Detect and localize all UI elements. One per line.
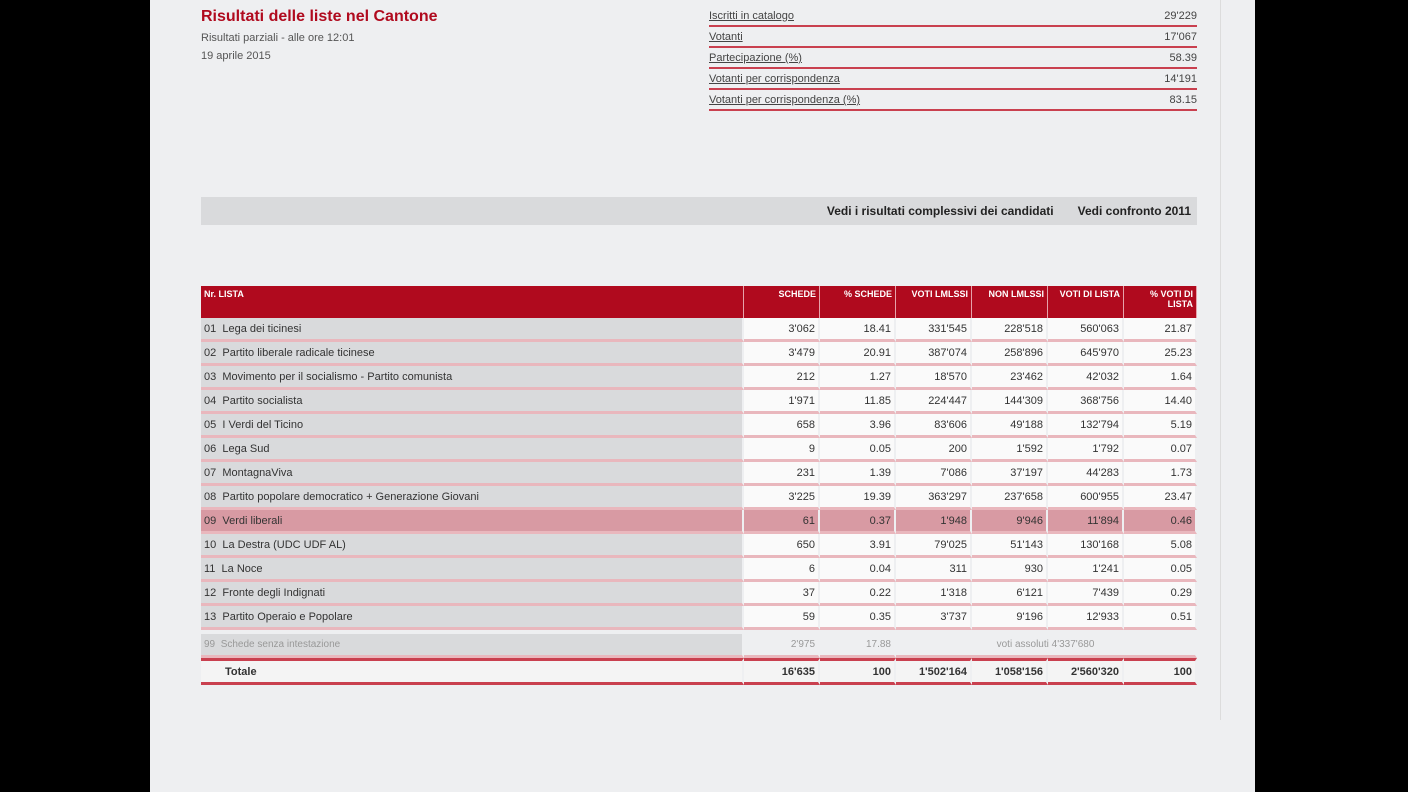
cell-schede: 59 — [744, 606, 820, 630]
cell-voti: 83'606 — [896, 414, 972, 438]
table-row[interactable] — [201, 342, 1197, 366]
cell-pct-schede: 0.04 — [820, 558, 896, 582]
cell-voti-lista: 600'955 — [1048, 486, 1124, 510]
cell-pct-voti: 0.51 — [1124, 606, 1197, 630]
table-row[interactable] — [201, 438, 1197, 462]
cell-voti-lista: 7'439 — [1048, 582, 1124, 606]
header-schede: SCHEDE — [744, 286, 820, 318]
header-non: NON LMLSSI — [972, 286, 1048, 318]
table-row[interactable] — [201, 390, 1197, 414]
cell-voti: 363'297 — [896, 486, 972, 510]
stat-row — [709, 71, 1197, 90]
total-schede: 16'635 — [744, 658, 820, 685]
stat-row — [709, 50, 1197, 69]
cell-voti: 7'086 — [896, 462, 972, 486]
page-title: Risultati delle liste nel Cantone — [201, 8, 438, 25]
list-name: 08 Partito popolare democratico + Generazione Giovani — [201, 486, 744, 510]
cell-schede: 1'971 — [744, 390, 820, 414]
page-date: 19 aprile 2015 — [201, 50, 271, 62]
cell-pct-voti: 1.73 — [1124, 462, 1197, 486]
cell-schede: 231 — [744, 462, 820, 486]
list-name: 09 Verdi liberali — [201, 510, 744, 534]
cell-pct-voti: 0.07 — [1124, 438, 1197, 462]
cell-pct-voti: 0.46 — [1124, 510, 1197, 534]
cell-pct-voti: 0.05 — [1124, 558, 1197, 582]
results-page — [150, 0, 1255, 792]
cell-pct-voti: 5.19 — [1124, 414, 1197, 438]
header-voti: VOTI LMLSSI — [896, 286, 972, 318]
cell-schede: 212 — [744, 366, 820, 390]
cell-voti: 79'025 — [896, 534, 972, 558]
cell-voti: 311 — [896, 558, 972, 582]
cell-non: 49'188 — [972, 414, 1048, 438]
cell-voti: 224'447 — [896, 390, 972, 414]
cell-voti-lista: 368'756 — [1048, 390, 1124, 414]
header-pct-voti: % VOTI DI LISTA — [1124, 286, 1197, 318]
list-name: 03 Movimento per il socialismo - Partito comunista — [201, 366, 744, 390]
table-row[interactable] — [201, 414, 1197, 438]
cell-schede: 6 — [744, 558, 820, 582]
cell-pct-schede: 0.22 — [820, 582, 896, 606]
total-voti: 1'502'164 — [896, 658, 972, 685]
cell-schede: 658 — [744, 414, 820, 438]
cell-pct-schede: 19.39 — [820, 486, 896, 510]
cell-non: 1'592 — [972, 438, 1048, 462]
cell-non: 228'518 — [972, 318, 1048, 342]
cell-pct-schede: 0.37 — [820, 510, 896, 534]
stat-label[interactable]: Partecipazione (%) — [709, 52, 802, 64]
list-name: 05 I Verdi del Ticino — [201, 414, 744, 438]
cell-pct-schede: 0.35 — [820, 606, 896, 630]
total-non: 1'058'156 — [972, 658, 1048, 685]
cell-pct-voti: 25.23 — [1124, 342, 1197, 366]
cell-voti-lista: 1'241 — [1048, 558, 1124, 582]
table-row-schede-senza-intestazione — [201, 634, 1197, 658]
list-name: 99 Schede senza intestazione — [201, 634, 744, 658]
table-row[interactable] — [201, 606, 1197, 630]
cell-voti-lista: 132'794 — [1048, 414, 1124, 438]
stat-label[interactable]: Votanti — [709, 31, 743, 43]
cell-voti-lista: 12'933 — [1048, 606, 1124, 630]
total-label: Totale — [201, 658, 744, 685]
cell-pct-schede: 18.41 — [820, 318, 896, 342]
list-name: 01 Lega dei ticinesi — [201, 318, 744, 342]
cell-pct-schede: 3.96 — [820, 414, 896, 438]
stat-label[interactable]: Iscritti in catalogo — [709, 10, 794, 22]
list-name: 13 Partito Operaio e Popolare — [201, 606, 744, 630]
cell-voti: 18'570 — [896, 366, 972, 390]
cell-schede: 3'479 — [744, 342, 820, 366]
cell-voti: 200 — [896, 438, 972, 462]
cell-pct-voti: 5.08 — [1124, 534, 1197, 558]
cell-pct-voti: 23.47 — [1124, 486, 1197, 510]
table-row[interactable] — [201, 582, 1197, 606]
cell-pct-schede: 1.39 — [820, 462, 896, 486]
cell-schede: 3'225 — [744, 486, 820, 510]
cell-schede: 9 — [744, 438, 820, 462]
table-header — [201, 286, 1197, 318]
cell-schede: 2'975 — [744, 634, 820, 658]
stat-value: 14'191 — [1164, 73, 1197, 85]
candidates-results-link[interactable]: Vedi i risultati complessivi dei candidati — [826, 204, 1054, 218]
cell-voti-lista: 1'792 — [1048, 438, 1124, 462]
stat-row — [709, 8, 1197, 27]
cell-schede: 3'062 — [744, 318, 820, 342]
total-pct-voti: 100 — [1124, 658, 1197, 685]
cell-pct-schede: 0.05 — [820, 438, 896, 462]
cell-pct-voti: 21.87 — [1124, 318, 1197, 342]
list-name: 02 Partito liberale radicale ticinese — [201, 342, 744, 366]
cell-pct-voti: 0.29 — [1124, 582, 1197, 606]
cell-voti-lista: 42'032 — [1048, 366, 1124, 390]
cell-voti: 387'074 — [896, 342, 972, 366]
total-voti-lista: 2'560'320 — [1048, 658, 1124, 685]
list-name: 07 MontagnaViva — [201, 462, 744, 486]
list-name: 06 Lega Sud — [201, 438, 744, 462]
cell-schede: 61 — [744, 510, 820, 534]
cell-pct-schede: 1.27 — [820, 366, 896, 390]
cell-pct-voti: 1.64 — [1124, 366, 1197, 390]
header-voti-lista: VOTI DI LISTA — [1048, 286, 1124, 318]
cell-non: 9'946 — [972, 510, 1048, 534]
list-name: 12 Fronte degli Indignati — [201, 582, 744, 606]
cell-non: 930 — [972, 558, 1048, 582]
cell-voti-lista: 560'063 — [1048, 318, 1124, 342]
table-row[interactable] — [201, 558, 1197, 582]
cell-pct-schede: 3.91 — [820, 534, 896, 558]
cell-schede: 650 — [744, 534, 820, 558]
cell-pct-schede: 20.91 — [820, 342, 896, 366]
stat-value: 58.39 — [1169, 52, 1197, 64]
table-row[interactable] — [201, 462, 1197, 486]
scroll-divider — [1220, 0, 1221, 720]
table-row[interactable] — [201, 486, 1197, 510]
stat-row — [709, 29, 1197, 48]
cell-schede: 37 — [744, 582, 820, 606]
table-row[interactable] — [201, 318, 1197, 342]
cell-non: 144'309 — [972, 390, 1048, 414]
cell-non: 9'196 — [972, 606, 1048, 630]
stat-value: 83.15 — [1169, 94, 1197, 106]
cell-note: voti assoluti 4'337'680 — [896, 634, 1197, 658]
list-name: 11 La Noce — [201, 558, 744, 582]
cell-non: 23'462 — [972, 366, 1048, 390]
cell-non: 258'896 — [972, 342, 1048, 366]
page-subtitle: Risultati parziali - alle ore 12:01 — [201, 32, 355, 44]
stat-value: 17'067 — [1164, 31, 1197, 43]
cell-voti: 1'948 — [896, 510, 972, 534]
header-lista: Nr. LISTA — [201, 286, 744, 318]
stat-label[interactable]: Votanti per corrispondenza (%) — [709, 94, 861, 106]
compare-2011-link[interactable]: Vedi confronto 2011 — [1077, 204, 1191, 218]
cell-non: 237'658 — [972, 486, 1048, 510]
cell-non: 37'197 — [972, 462, 1048, 486]
table-row[interactable] — [201, 534, 1197, 558]
table-row[interactable] — [201, 366, 1197, 390]
cell-voti-lista: 130'168 — [1048, 534, 1124, 558]
cell-non: 51'143 — [972, 534, 1048, 558]
list-name: 04 Partito socialista — [201, 390, 744, 414]
stat-row — [709, 92, 1197, 111]
results-table — [201, 286, 1197, 685]
cell-pct-schede: 17.88 — [820, 634, 896, 658]
cell-voti-lista: 44'283 — [1048, 462, 1124, 486]
cell-pct-voti: 14.40 — [1124, 390, 1197, 414]
links-bar — [201, 197, 1197, 225]
table-row[interactable] — [201, 510, 1197, 534]
stat-value: 29'229 — [1164, 10, 1197, 22]
total-pct-schede: 100 — [820, 658, 896, 685]
header-pct-schede: % SCHEDE — [820, 286, 896, 318]
cell-voti-lista: 645'970 — [1048, 342, 1124, 366]
list-name: 10 La Destra (UDC UDF AL) — [201, 534, 744, 558]
table-row-totale — [201, 658, 1197, 685]
cell-voti-lista: 11'894 — [1048, 510, 1124, 534]
cell-voti: 331'545 — [896, 318, 972, 342]
stat-label[interactable]: Votanti per corrispondenza — [709, 73, 840, 85]
cell-non: 6'121 — [972, 582, 1048, 606]
cell-voti: 3'737 — [896, 606, 972, 630]
summary-stats — [709, 8, 1197, 113]
cell-pct-schede: 11.85 — [820, 390, 896, 414]
cell-voti: 1'318 — [896, 582, 972, 606]
